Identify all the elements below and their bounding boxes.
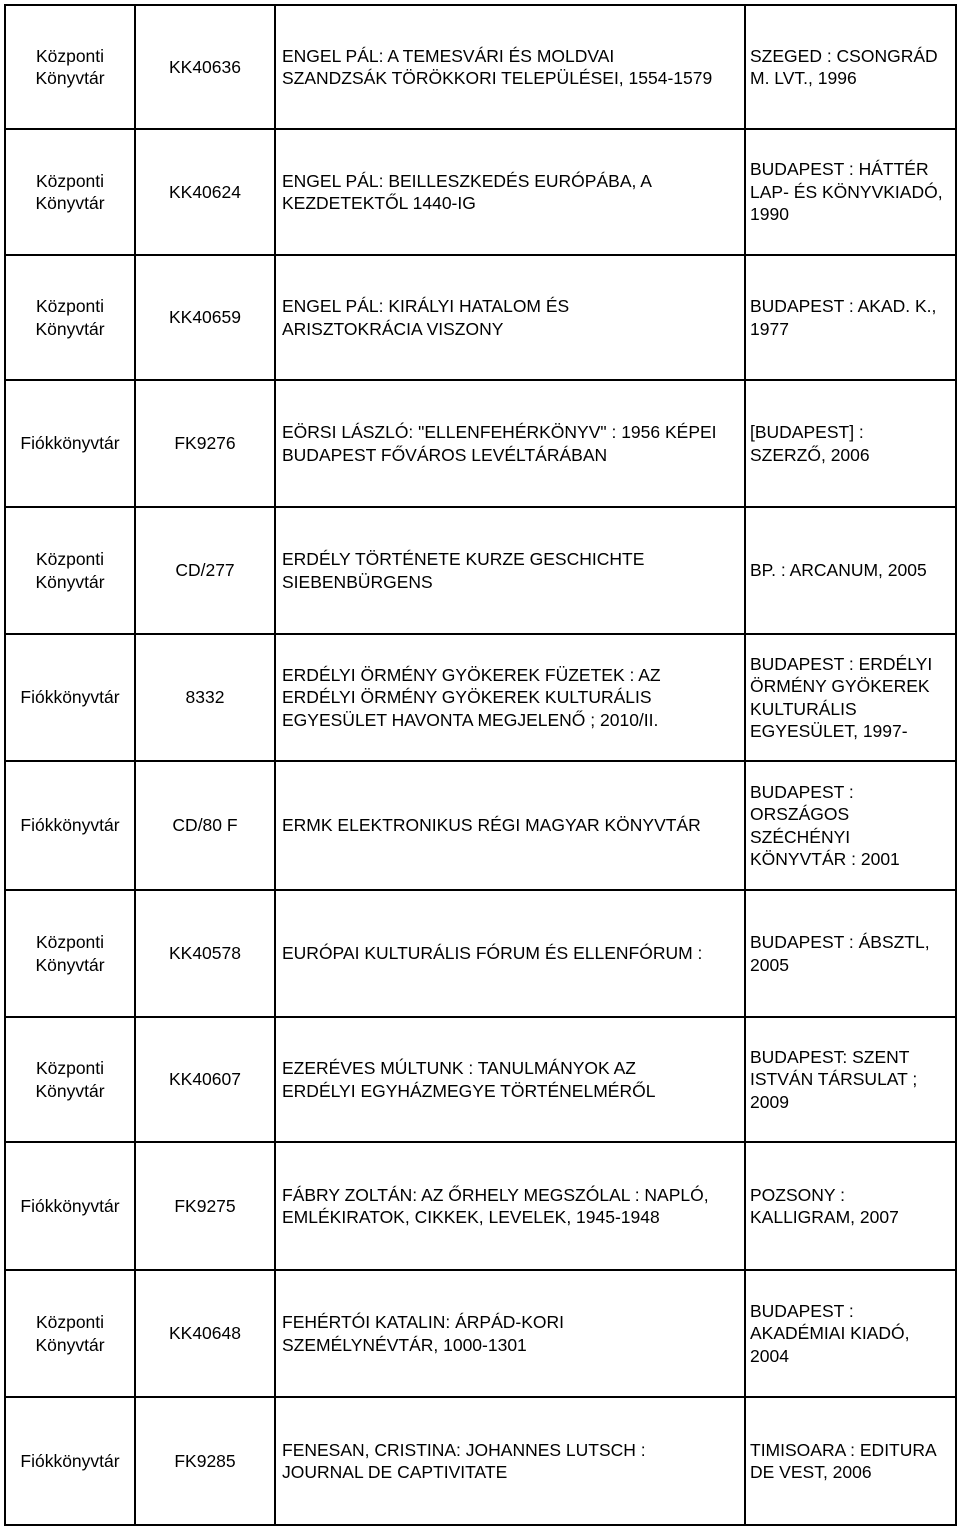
publisher-cell-line: ORSZÁGOS — [750, 804, 850, 824]
publisher-cell-line: 1990 — [750, 204, 789, 225]
title-cell — [275, 634, 745, 761]
publisher-cell-line: POZSONY : — [750, 1184, 845, 1205]
title-cell-line: ENGEL PÁL: BEILLESZKEDÉS EURÓPÁBA, A — [282, 170, 652, 191]
table-row — [5, 255, 956, 380]
location-cell-line: Könyvtár — [35, 954, 105, 975]
title-cell-line: ERMK ELEKTRONIKUS RÉGI MAGYAR KÖNYVTÁR — [282, 815, 701, 836]
title-cell — [275, 761, 745, 890]
publisher-cell-line: BUDAPEST : ERDÉLYI — [750, 653, 933, 674]
title-cell-line: FEHÉRTÓI KATALIN: ÁRPÁD-KORI — [282, 1312, 564, 1332]
publisher-cell-line: BP. : ARCANUM, 2005 — [750, 560, 927, 581]
table-row — [5, 761, 956, 890]
title-cell — [275, 1270, 745, 1397]
title-cell-line: BUDAPEST FŐVÁROS LEVÉLTÁRÁBAN — [282, 444, 608, 465]
title-cell — [275, 507, 745, 634]
location-cell-line: Fiókkönyvtár — [20, 687, 120, 708]
title-cell-line: EGYESÜLET HAVONTA MEGJELENŐ ; 2010/II. — [282, 709, 659, 730]
title-cell-line: FÁBRY ZOLTÁN: AZ ŐRHELY MEGSZÓLAL : NAPLÓ, — [282, 1184, 709, 1205]
call-number-cell: CD/80 F — [135, 761, 275, 890]
location-cell — [5, 5, 135, 129]
title-cell-line: EÖRSI LÁSZLÓ: "ELLENFEHÉRKÖNYV" : 1956 KÉPEI — [282, 422, 717, 442]
publisher-cell-line: SZÉCHÉNYI — [750, 826, 851, 847]
title-cell-line: SZEMÉLYNÉVTÁR, 1000-1301 — [282, 1334, 527, 1355]
publisher-cell-line: LAP- ÉS KÖNYVKIADÓ, — [750, 181, 943, 202]
call-number-cell: KK40578 — [135, 890, 275, 1017]
publisher-cell-line: ÖRMÉNY GYÖKEREK — [750, 676, 930, 696]
publisher-cell — [745, 1270, 956, 1397]
location-cell-line: Központi — [35, 45, 105, 66]
title-cell-line: KEZDETEKTŐL 1440-IG — [282, 193, 476, 213]
location-cell-line: Könyvtár — [35, 68, 105, 88]
catalog-table — [4, 4, 957, 1526]
location-cell — [5, 255, 135, 380]
title-cell-line: SZANDZSÁK TÖRÖKKORI TELEPÜLÉSEI, 1554-1579 — [282, 68, 713, 88]
table-row — [5, 380, 956, 507]
table-row — [5, 890, 956, 1017]
publisher-cell-line: AKADÉMIAI KIADÓ, — [750, 1323, 910, 1344]
table-row — [5, 1397, 956, 1525]
publisher-cell-line: SZEGED : CSONGRÁD — [750, 45, 938, 66]
publisher-cell-line: DE VEST, 2006 — [750, 1462, 872, 1482]
title-cell-line: FENESAN, CRISTINA: JOHANNES LUTSCH : — [282, 1439, 646, 1460]
publisher-cell-line: TIMISOARA : EDITURA — [750, 1439, 937, 1460]
title-cell-line: JOURNAL DE CAPTIVITATE — [282, 1462, 508, 1482]
title-cell-line: ENGEL PÁL: KIRÁLYI HATALOM ÉS — [282, 296, 570, 316]
publisher-cell-line: SZERZŐ, 2006 — [750, 444, 870, 465]
title-cell — [275, 255, 745, 380]
call-number-cell: KK40648 — [135, 1270, 275, 1397]
table-row — [5, 507, 956, 634]
call-number-cell: FK9276 — [135, 380, 275, 507]
call-number-cell: FK9285 — [135, 1397, 275, 1525]
publisher-cell — [745, 1142, 956, 1270]
publisher-cell-line: EGYESÜLET, 1997- — [750, 721, 908, 741]
location-cell-line: Központi — [35, 1058, 105, 1078]
title-cell-line: EZERÉVES MÚLTUNK : TANULMÁNYOK AZ — [282, 1058, 636, 1078]
call-number-cell: 8332 — [135, 634, 275, 761]
title-cell — [275, 1142, 745, 1270]
title-cell-line: ERDÉLY TÖRTÉNETE KURZE GESCHICHTE — [282, 549, 645, 569]
publisher-cell-line: BUDAPEST : AKAD. K., — [750, 296, 937, 316]
table-row — [5, 1142, 956, 1270]
location-cell-line: Könyvtár — [35, 571, 105, 592]
table-row — [5, 5, 956, 129]
title-cell-line: ERDÉLYI ÖRMÉNY GYÖKEREK KULTURÁLIS — [282, 687, 652, 708]
publisher-cell-line: KÖNYVTÁR : 2001 — [750, 849, 900, 869]
publisher-cell — [745, 255, 956, 380]
publisher-cell-line: BUDAPEST : ÁBSZTL, — [750, 932, 930, 952]
call-number-cell: KK40636 — [135, 5, 275, 129]
location-cell-line: Központi — [35, 932, 105, 952]
location-cell-line: Fiókkönyvtár — [20, 1450, 120, 1471]
location-cell-line: Fiókkönyvtár — [20, 433, 120, 454]
publisher-cell-line: 2004 — [750, 1345, 789, 1366]
location-cell-line: Könyvtár — [35, 1334, 105, 1355]
publisher-cell — [745, 380, 956, 507]
title-cell — [275, 129, 745, 255]
publisher-cell — [745, 129, 956, 255]
title-cell-line: EMLÉKIRATOK, CIKKEK, LEVELEK, 1945-1948 — [282, 1207, 660, 1227]
publisher-cell-line: ISTVÁN TÁRSULAT ; — [750, 1069, 918, 1090]
location-cell-line: Könyvtár — [35, 318, 105, 339]
location-cell-line: Központi — [35, 296, 105, 316]
location-cell — [5, 890, 135, 1017]
publisher-cell — [745, 890, 956, 1017]
table-row — [5, 1017, 956, 1142]
title-cell — [275, 5, 745, 129]
title-cell-line: SIEBENBÜRGENS — [282, 571, 433, 592]
title-cell-line: ARISZTOKRÁCIA VISZONY — [282, 318, 504, 339]
location-cell-line: Könyvtár — [35, 1080, 105, 1101]
location-cell — [5, 1270, 135, 1397]
publisher-cell — [745, 5, 956, 129]
location-cell-line: Könyvtár — [35, 193, 105, 213]
publisher-cell-line: BUDAPEST : — [750, 1300, 854, 1321]
location-cell-line: Központi — [35, 549, 105, 569]
location-cell — [5, 129, 135, 255]
call-number-cell: KK40607 — [135, 1017, 275, 1142]
publisher-cell — [745, 1397, 956, 1525]
title-cell — [275, 1397, 745, 1525]
call-number-cell: KK40659 — [135, 255, 275, 380]
title-cell-line: ERDÉLYI EGYHÁZMEGYE TÖRTÉNELMÉRŐL — [282, 1080, 656, 1101]
location-cell — [5, 761, 135, 890]
title-cell — [275, 890, 745, 1017]
publisher-cell-line: KULTURÁLIS — [750, 698, 857, 719]
publisher-cell — [745, 1017, 956, 1142]
location-cell-line: Központi — [35, 1312, 105, 1332]
location-cell — [5, 1017, 135, 1142]
location-cell — [5, 634, 135, 761]
catalog-body — [5, 5, 956, 1525]
call-number-cell: KK40624 — [135, 129, 275, 255]
title-cell — [275, 1017, 745, 1142]
publisher-cell-line: [BUDAPEST] : — [750, 422, 864, 442]
call-number-cell: CD/277 — [135, 507, 275, 634]
title-cell — [275, 380, 745, 507]
location-cell-line: Fiókkönyvtár — [20, 815, 120, 836]
call-number-cell: FK9275 — [135, 1142, 275, 1270]
location-cell — [5, 1142, 135, 1270]
publisher-cell-line: BUDAPEST : — [750, 781, 854, 802]
location-cell — [5, 1397, 135, 1525]
table-row — [5, 129, 956, 255]
title-cell-line: ENGEL PÁL: A TEMESVÁRI ÉS MOLDVAI — [282, 45, 615, 66]
publisher-cell-line: 2009 — [750, 1091, 789, 1112]
title-cell-line: EURÓPAI KULTURÁLIS FÓRUM ÉS ELLENFÓRUM : — [282, 943, 703, 964]
location-cell-line: Fiókkönyvtár — [20, 1195, 120, 1216]
publisher-cell-line: 2005 — [750, 954, 789, 975]
table-row — [5, 634, 956, 761]
publisher-cell-line: BUDAPEST: SZENT — [750, 1046, 910, 1067]
publisher-cell-line: BUDAPEST : HÁTTÉR — [750, 159, 929, 180]
publisher-cell — [745, 507, 956, 634]
table-row — [5, 1270, 956, 1397]
publisher-cell-line: KALLIGRAM, 2007 — [750, 1207, 899, 1227]
title-cell-line: ERDÉLYI ÖRMÉNY GYÖKEREK FÜZETEK : AZ — [282, 664, 661, 685]
location-cell — [5, 380, 135, 507]
publisher-cell — [745, 634, 956, 761]
location-cell-line: Központi — [35, 170, 105, 191]
publisher-cell — [745, 761, 956, 890]
publisher-cell-line: 1977 — [750, 318, 789, 339]
location-cell — [5, 507, 135, 634]
publisher-cell-line: M. LVT., 1996 — [750, 68, 857, 88]
